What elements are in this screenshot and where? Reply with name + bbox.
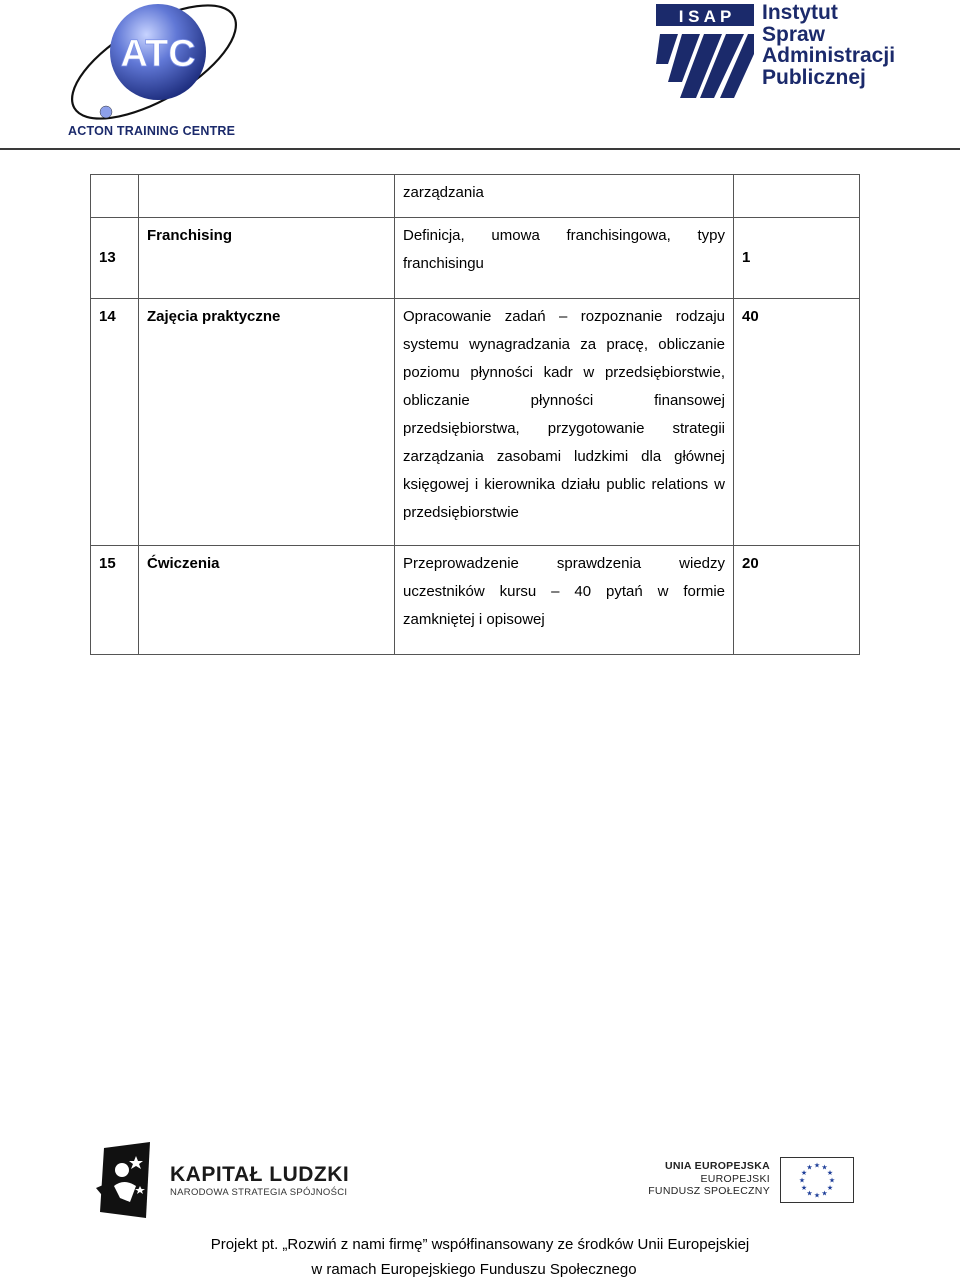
kapital-ludzki-emblem (96, 1142, 152, 1218)
eu-star-icon: ★ (800, 1185, 808, 1192)
eu-star-icon: ★ (800, 1170, 808, 1177)
eu-star-icon: ★ (826, 1170, 834, 1177)
table-row (91, 175, 860, 218)
atc-logo-text: ATC (120, 33, 196, 75)
eu-star-icon: ★ (821, 1164, 828, 1172)
row-number: 15 (91, 546, 139, 655)
eu-star-icon: ★ (798, 1177, 806, 1185)
row-hours: 40 (734, 299, 860, 546)
eu-star-icon: ★ (828, 1177, 836, 1185)
project-line-2: w ramach Europejskiego Funduszu Społecznego (311, 1261, 637, 1278)
row-title: Ćwiczenia (139, 546, 395, 655)
row-number (91, 175, 139, 218)
eu-star-icon: ★ (826, 1185, 834, 1192)
row-hours: 20 (734, 546, 860, 655)
isap-name-line-1: Instytut (762, 1, 838, 24)
eu-flag-icon (780, 1157, 854, 1203)
table-row (91, 299, 860, 546)
row-number: 14 (91, 299, 139, 546)
eu-line-1: UNIA EUROPEJSKA (664, 1160, 770, 1172)
isap-logo (656, 2, 754, 98)
header-divider (0, 148, 960, 150)
row-description: zarządzania (395, 175, 734, 218)
row-number: 13 (91, 218, 139, 299)
row-title: Franchising (139, 218, 395, 299)
program-table (90, 174, 860, 655)
eu-star-icon: ★ (821, 1190, 828, 1198)
row-hours: 1 (734, 218, 860, 299)
atc-caption: ACTON TRAINING CENTRE (68, 124, 236, 138)
isap-letters: I S A P (678, 7, 732, 26)
eu-fund-label (640, 1160, 770, 1198)
table-row (91, 546, 860, 655)
row-description: Opracowanie zadań – rozpoznanie rodzaju systemu wynagradzania za pracę, obliczanie poziomu płynności kadr w przedsiębiorstwie, obliczanie płynności finansowej przedsiębiorstwa, przygotowanie strategii zarządzania zasobami ludzkimi dla głównej księgowej i kierownika działu public relations w przedsiębiorstwie (395, 299, 734, 546)
eu-star-icon: ★ (813, 1192, 821, 1200)
row-description: Przeprowadzenie sprawdzenia wiedzy uczestników kursu – 40 pytań w formie zamkniętej i opisowej (395, 546, 734, 655)
row-title (139, 175, 395, 218)
eu-star-icon: ★ (806, 1190, 813, 1198)
isap-name-line-2: Spraw (762, 22, 826, 46)
row-title: Zajęcia praktyczne (139, 299, 395, 546)
table-row (91, 218, 860, 299)
atc-logo (62, 2, 252, 138)
eu-star-icon: ★ (806, 1164, 813, 1172)
isap-name-line-4: Publicznej (762, 65, 866, 89)
isap-name-line-3: Administracji (762, 44, 896, 67)
row-description: Definicja, umowa franchisingowa, typy franchisingu (395, 218, 734, 299)
kapital-ludzki-subtitle: NARODOWA STRATEGIA SPÓJNOŚCI (170, 1187, 348, 1198)
eu-star-icon: ★ (813, 1162, 821, 1170)
project-line-1: Projekt pt. „Rozwiń z nami firmę” współfinansowany ze środków Unii Europejskiej (210, 1236, 750, 1253)
kapital-ludzki-title: KAPITAŁ LUDZKI (170, 1163, 350, 1186)
row-hours (734, 175, 860, 218)
isap-name (762, 2, 922, 88)
eu-line-2: EUROPEJSKI (700, 1172, 770, 1185)
eu-line-3: FUNDUSZ SPOŁECZNY (648, 1185, 770, 1197)
